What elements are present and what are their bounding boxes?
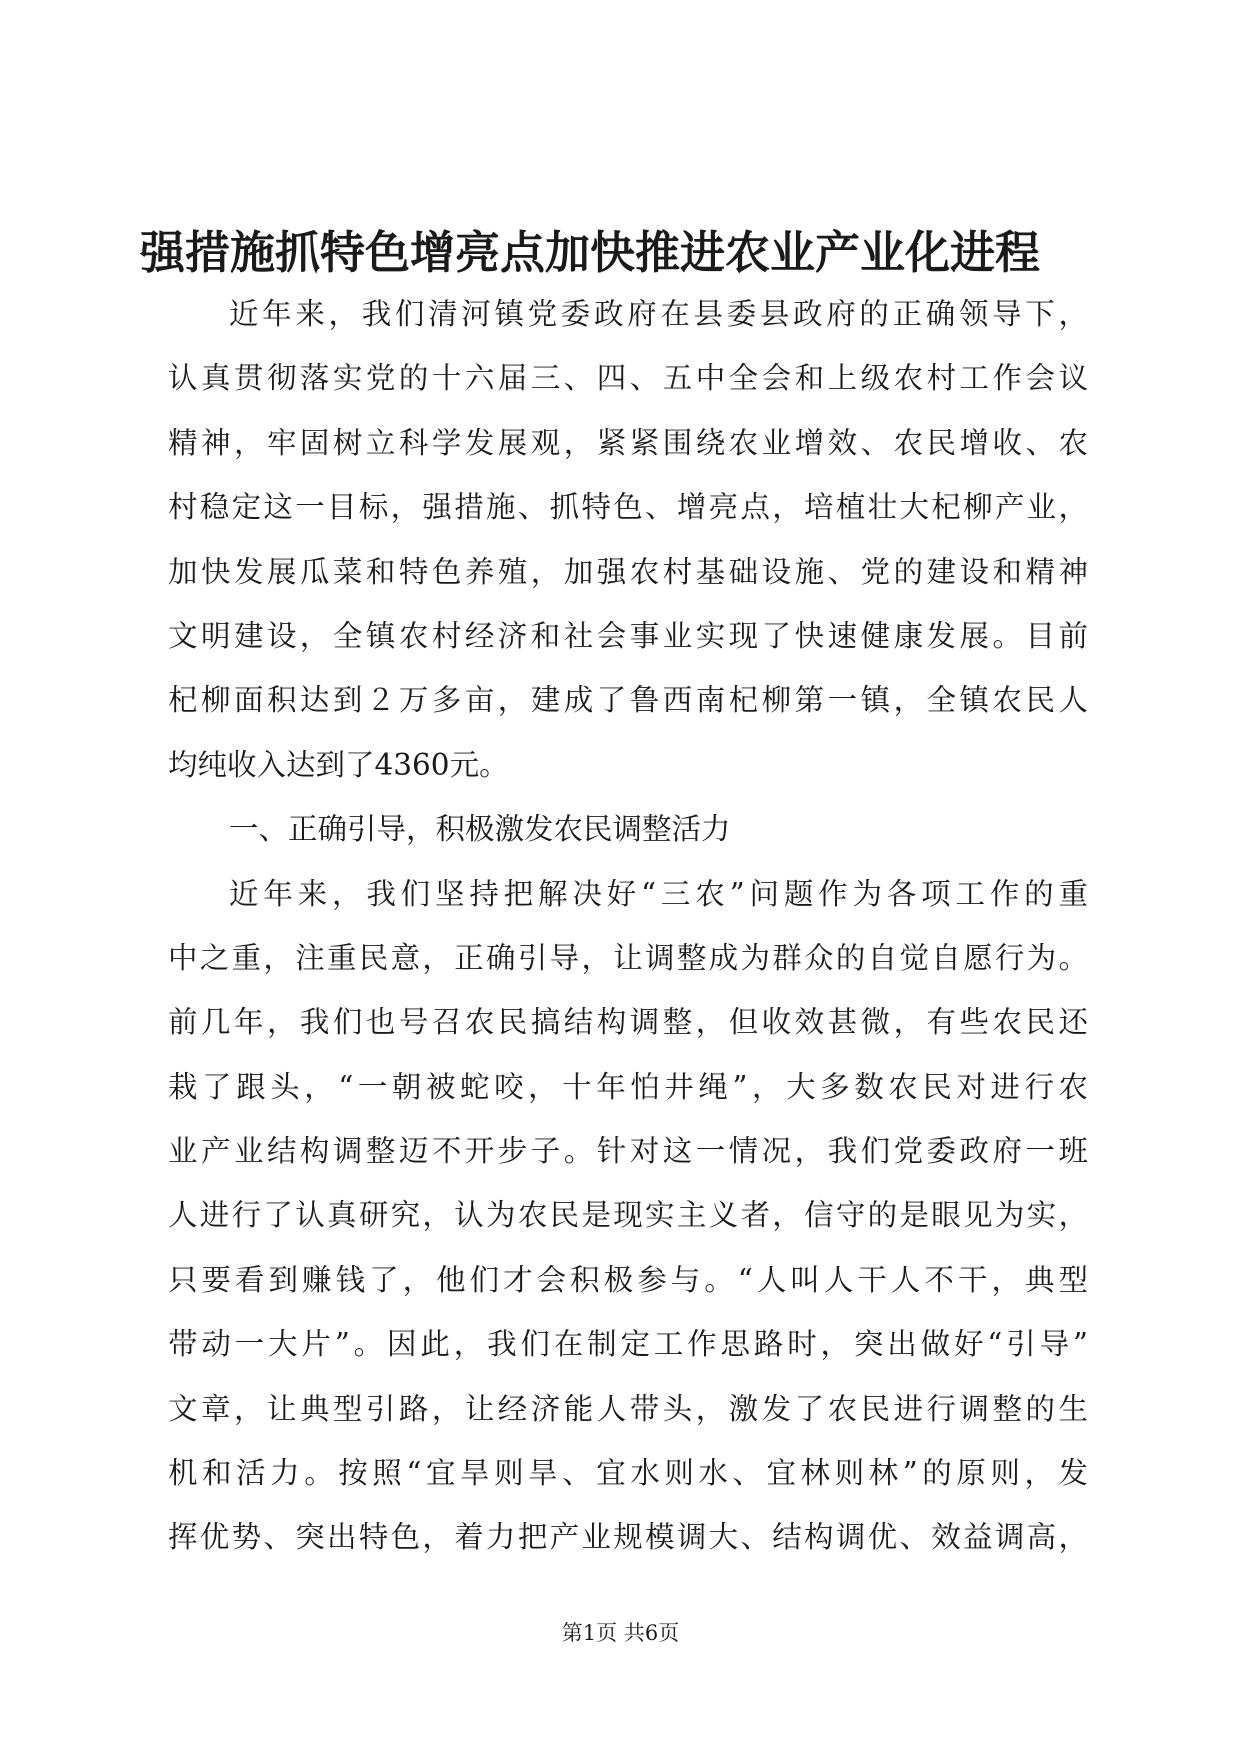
text-line: 近年来，我们清河镇党委政府在县委县政府的正确领导下， (229, 297, 1088, 331)
text-line: 前几年，我们也号召农民搞结构调整，但收效甚微，有些农民还 (168, 1005, 1088, 1040)
text-line: 均纯收入达到了4360元。 (168, 747, 509, 782)
text-line: 近年来，我们坚持把解决好“三农”问题作为各项工作的重 (229, 876, 1088, 911)
text-line: 精神，牢固树立科学发展观，紧紧围绕农业增效、农民增收、农 (168, 425, 1088, 460)
text-line: 人进行了认真研究，认为农民是现实主义者，信守的是眼见为实， (168, 1198, 1088, 1233)
text-line: 中之重，注重民意，正确引导，让调整成为群众的自觉自愿行为。 (168, 940, 1088, 975)
text-line: 挥优势、突出特色，着力把产业规模调大、结构调优、效益调高， (168, 1520, 1088, 1555)
text-line: 机和活力。按照“宜旱则旱、宜水则水、宜林则林”的原则，发 (168, 1456, 1088, 1491)
text-line: 杞柳面积达到２万多亩，建成了鲁西南杞柳第一镇，全镇农民人 (168, 683, 1088, 718)
document-body (168, 282, 1088, 1570)
section-heading: 一、正确引导，积极激发农民调整活力 (229, 812, 731, 847)
text-line: 只要看到赚钱了，他们才会积极参与。“人叫人干人不干，典型 (168, 1262, 1088, 1297)
text-line: 加快发展瓜菜和特色养殖，加强农村基础设施、党的建设和精神 (168, 554, 1088, 589)
text-line: 文明建设，全镇农村经济和社会事业实现了快速健康发展。目前 (168, 618, 1088, 653)
text-line: 业产业结构调整迈不开步子。针对这一情况，我们党委政府一班 (168, 1134, 1088, 1169)
text-line: 文章，让典型引路，让经济能人带头，激发了农民进行调整的生 (168, 1391, 1088, 1426)
text-line: 带动一大片”。因此，我们在制定工作思路时，突出做好“引导” (168, 1327, 1088, 1362)
text-line: 村稳定这一目标，强措施、抓特色、增亮点，培植壮大杞柳产业， (168, 490, 1088, 525)
text-line: 栽了跟头，“一朝被蛇咬，十年怕井绳”，大多数农民对进行农 (168, 1069, 1088, 1104)
document-title: 强措施抓特色增亮点加快推进农业产业化进程 (140, 226, 1041, 279)
page-number: 第1页 共6页 (561, 1621, 680, 1645)
text-line: 认真贯彻落实党的十六届三、四、五中全会和上级农村工作会议 (168, 361, 1088, 396)
